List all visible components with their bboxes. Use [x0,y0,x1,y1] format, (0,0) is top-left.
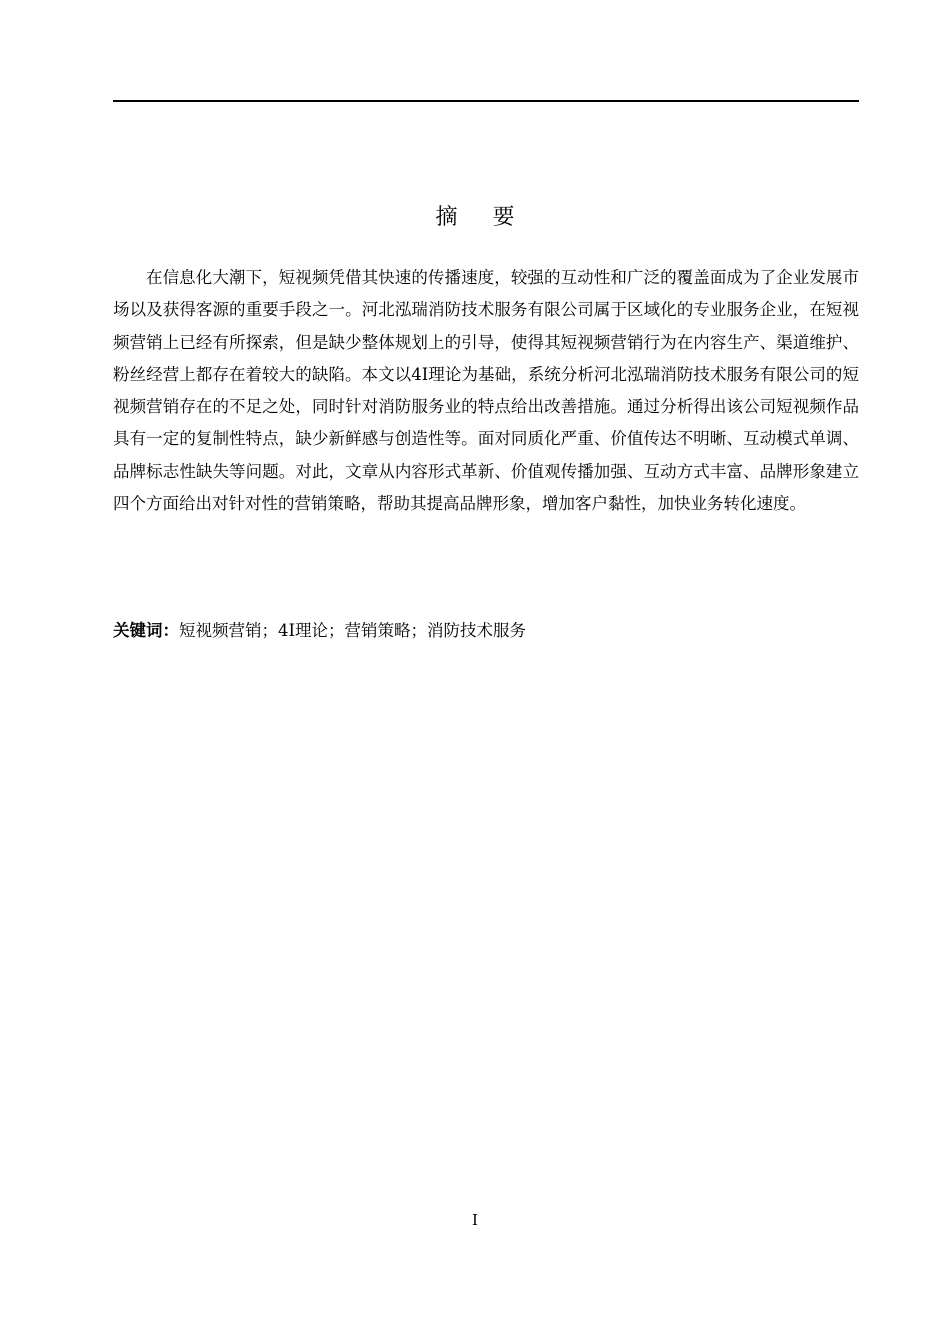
header-rule [113,100,859,102]
page-number: I [472,1211,478,1229]
abstract-title: 摘 要 [435,205,529,230]
abstract-body: 在信息化大潮下，短视频凭借其快速的传播速度，较强的互动性和广泛的覆盖面成为了企业发展市场以及获得客源的重要手段之一。河北泓瑞消防技术服务有限公司属于区域化的专业服务企业，在短视频营销上已经有所探索，但是缺少整体规划上的引导，使得其短视频营销行为在内容生产、渠道维护、粉丝经营上都存在着较大的缺陷。本文以4I理论为基础，系统分析河北泓瑞消防技术服务有限公司的短视频营销存在的不足之处，同时针对消防服务业的特点给出改善措施。通过分析得出该公司短视频作品具有一定的复制性特点，缺少新鲜感与创造性等。面对同质化严重、价值传达不明晰、互动模式单调、品牌标志性缺失等问题。对此，文章从内容形式革新、价值观传播加强、互动方式丰富、品牌形象建立四个方面给出对针对性的营销策略，帮助其提高品牌形象，增加客户黏性，加快业务转化速度。 [113,268,859,514]
keywords-line [113,617,859,645]
keywords-value: 短视频营销；4I理论；营销策略；消防技术服务 [179,621,527,640]
keywords-label: 关键词： [113,621,179,640]
